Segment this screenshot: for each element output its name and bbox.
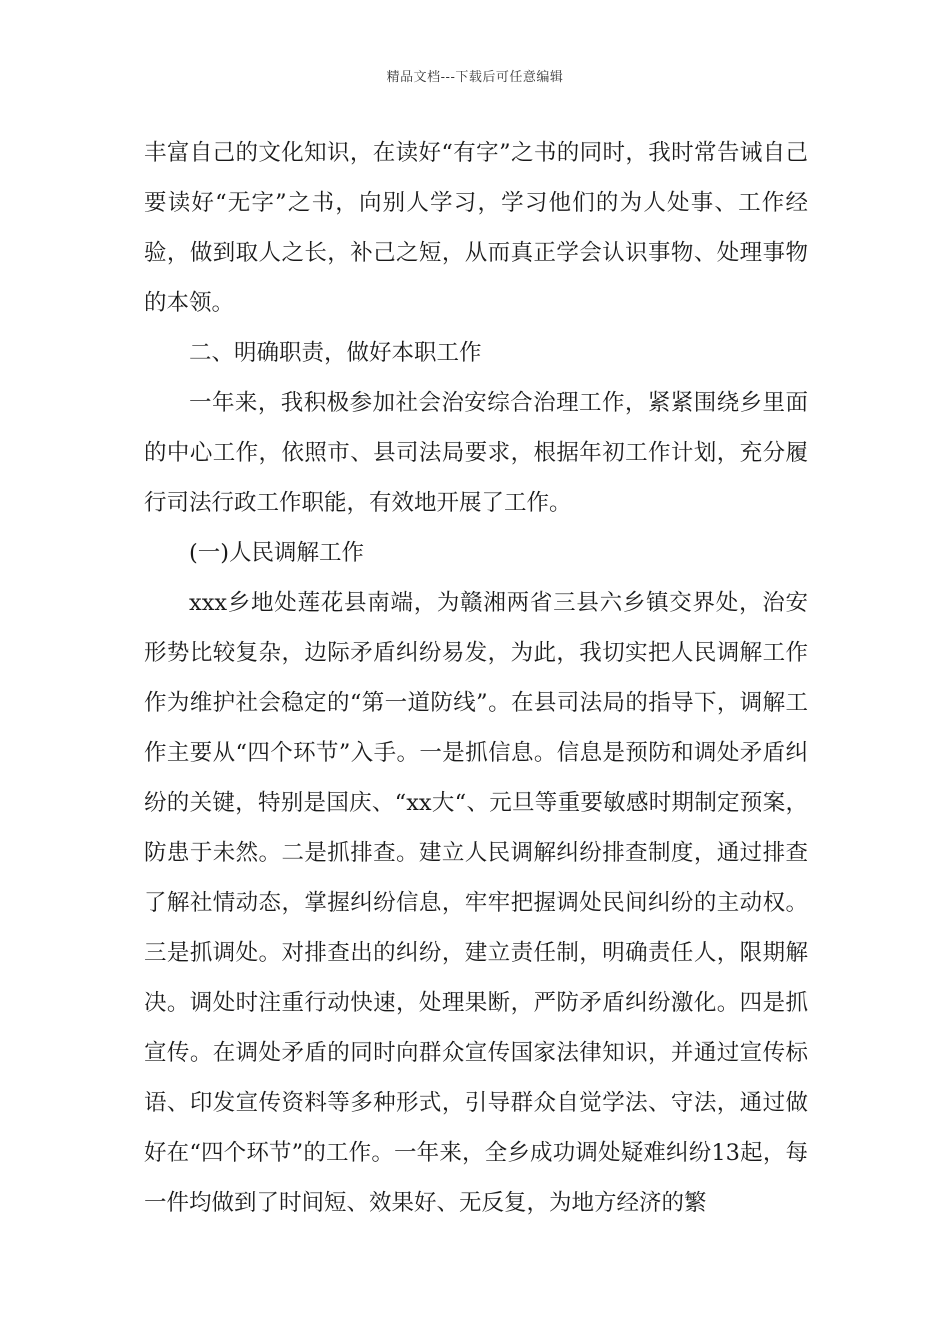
section-heading: 二、明确职责，做好本职工作 — [189, 340, 482, 366]
paragraph-continued: 丰富自己的文化知识，在读好“有字”之书的同时，我时常告诫自己要读好“无字”之书，向别人学习，学习他们的为人处事、工作经验，做到取人之长，补己之短，从而真正学会认识事物、处理事物的本领。 — [144, 140, 808, 316]
paragraph: 一年来，我积极参加社会治安综合治理工作，紧紧围绕乡里面的中心工作，依照市、县司法局要求，根据年初工作计划，充分履行司法行政工作职能，有效地开展了工作。 — [144, 390, 808, 516]
paragraph: xxx乡地处莲花县南端，为赣湘两省三县六乡镇交界处，治安形势比较复杂，边际矛盾纠纷易发，为此，我切实把人民调解工作作为维护社会稳定的“第一道防线”。在县司法局的指导下，调解工作主要从“四个环节”入手。一是抓信息。信息是预防和调处矛盾纠纷的关键，特别是国庆、“xx大“、元旦等重要敏感时期制定预案，防患于未然。二是抓排查。建立人民调解纠纷排查制度，通过排查了解社情动态，掌握纠纷信息，牢牢把握调处民间纠纷的主动权。三是抓调处。对排查出的纠纷，建立责任制，明确责任人，限期解决。调处时注重行动快速，处理果断，严防矛盾纠纷激化。四是抓宣传。在调处矛盾的同时向群众宣传国家法律知识，并通过宣传标语、印发宣传资料等多种形式，引导群众自觉学法、守法，通过做好在“四个环节”的工作。一年来，全乡成功调处疑难纠纷13起，每一件均做到了时间短、效果好、无反复，为地方经济的繁 — [144, 590, 808, 1216]
subsection-heading: (一)人民调解工作 — [189, 540, 365, 566]
document-body — [144, 128, 808, 1228]
page-header: 精品文档---下载后可任意编辑 — [386, 70, 564, 85]
